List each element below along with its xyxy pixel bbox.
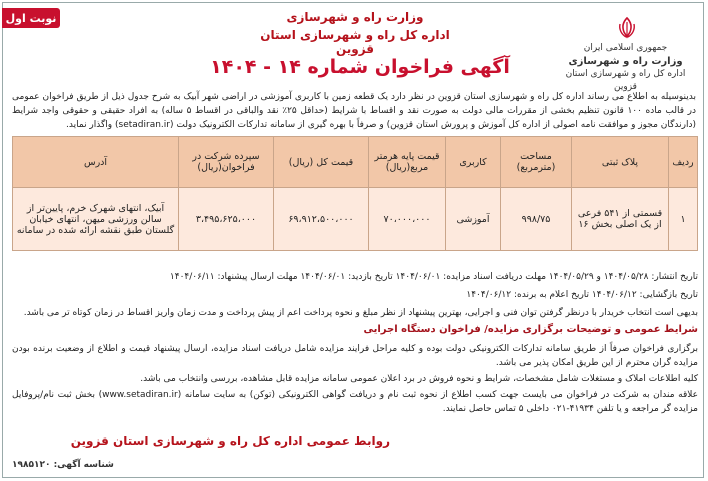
logo-line-2: وزارت راه و شهرسازی [568,56,683,67]
dates-line-2: تاریخ بازگشایی: ۱۴۰۴/۰۶/۱۲ تاریخ اعلام به برنده: ۱۴۰۴/۰۶/۱۲ [466,290,698,300]
iran-emblem-icon [616,16,638,40]
col-area: مساحت (مترمربع) [501,137,572,188]
department-name: اداره کل راه و شهرسازی استان قزوین [260,28,450,56]
logo-line-1: جمهوری اسلامی ایران [583,43,668,53]
col-deposit: سپرده شرکت در فراخوان(ریال) [179,137,274,188]
table-row [13,188,698,251]
cell-row-number: ۱ [669,188,698,251]
col-plaque: پلاک ثبتی [572,137,669,188]
table-header-row [13,137,698,188]
condition-3: علاقه مندان به شرکت در فراخوان می بایست جهت کسب اطلاع از نحوه ثبت نام و دریافت گواهی الکترونیکی (توکن) به سایت سامانه (www.setadiran.ir) بخش ثبت نام/پروفایل مزایده گر مراجعه و یا تلفن ۴۱۹۳۴-۰۲۱ داخلی ۵ تماس حاصل نمایند. [12,390,698,414]
cell-plaque: قسمتی از ۵۴۱ فرعی از یک اصلی بخش ۱۶ [572,188,669,251]
cell-deposit: ۳،۴۹۵،۶۲۵،۰۰۰ [179,188,274,251]
cell-total-price: ۶۹،۹۱۲،۵۰۰،۰۰۰ [274,188,369,251]
edition-badge: نوبت اول [2,8,60,28]
condition-2: کلیه اطلاعات املاک و مستغلات شامل مشخصات، شرایط و نحوه فروش در برد اعلان عمومی سامانه مزایده قابل مشاهده، بررسی وانتخاب می باشد. [140,374,698,384]
col-usage: کاربری [446,137,501,188]
cell-area: ۹۹۸/۷۵ [501,188,572,251]
public-relations-signature: روابط عمومی اداره کل راه و شهرسازی استان قزوین [70,434,390,448]
property-table [12,136,698,251]
col-unit-price: قیمت پایه هرمتر مربع(ریال) [369,137,446,188]
selection-note: بدیهی است انتخاب خریدار با درنظر گرفتن توان فنی و اجرایی، بهترین پیشنهاد از نظر مبلغ و نحوه پرداخت اعم از پیش پرداخت و مدت زمان واریز اقساط در زمان کوتاه تر می باشد. [23,308,698,318]
section-title: شرایط عمومی و توضیحات برگزاری مزایده/ فراخوان دستگاه اجرایی [363,324,698,335]
ministry-name: وزارت راه و شهرسازی [286,10,424,24]
logo-text [553,42,698,94]
condition-1: برگزاری فراخوان صرفاً از طریق سامانه تدارکات الکترونیکی دولت بوده و کلیه مراحل فرایند مزایده شامل دریافت اسناد مزایده، ارسال پیشنهاد قیمت و اطلاع از وضعیت برنده بودن مزایده گران محترم از این طریق امکان پذیر می باشد. [12,344,698,368]
cell-unit-price: ۷۰،۰۰۰،۰۰۰ [369,188,446,251]
cell-address: آبیک، انتهای شهرک خرم، پایین‌تر از سالن ورزشی میهن، انتهای خیابان گلستان طبق نقشه ارائه شده در سامانه [13,188,179,251]
col-row-number: ردیف [669,137,698,188]
cell-usage: آموزشی [446,188,501,251]
dates-line-1: تاریخ انتشار: ۱۴۰۴/۰۵/۲۸ و ۱۴۰۴/۰۵/۲۹ مهلت دریافت اسناد مزایده: ۱۴۰۴/۰۶/۰۱ تاریخ بازدید: ۱۴۰۴/۰۶/۰۱ مهلت ارسال پیشنهاد: ۱۴۰۴/۰۶/۱۱ [169,272,698,282]
col-total-price: قیمت کل (ریال) [274,137,369,188]
col-address: آدرس [13,137,179,188]
page-title: آگهی فراخوان شماره ۱۴ - ۱۴۰۴ [210,56,510,78]
ad-serial: شناسه آگهی: ۱۹۸۵۱۲۰ [12,460,114,470]
logo-line-3: اداره کل راه و شهرسازی استان قزوین [565,69,686,92]
intro-paragraph: بدینوسیله به اطلاع می رساند اداره کل راه و شهرسازی استان قزوین در نظر دارد یک قطعه زمین با کاربری آموزشی در اراضی شهر آبیک به شرح جدول ذیل از طریق فراخوان عمومی در قالب ماده ۱۰۰ قانون تنظیم بخشی از مقررات مالی دولت به صورت نقد و اقساط با شرایط (حداقل ۲۵٪ نقد والباقی در اقساط ۵ ساله) به افراد حقیقی و حقوقی واجد شرایط (دارندگان مجوز و موافقت نامه اصولی از اداره کل آموزش و پرورش استان قزوین) و صرفاً با بهره گیری از سامانه تدارکات الکترونیک دولت (setadiran.ir) واگذار نماید. [12,92,696,130]
